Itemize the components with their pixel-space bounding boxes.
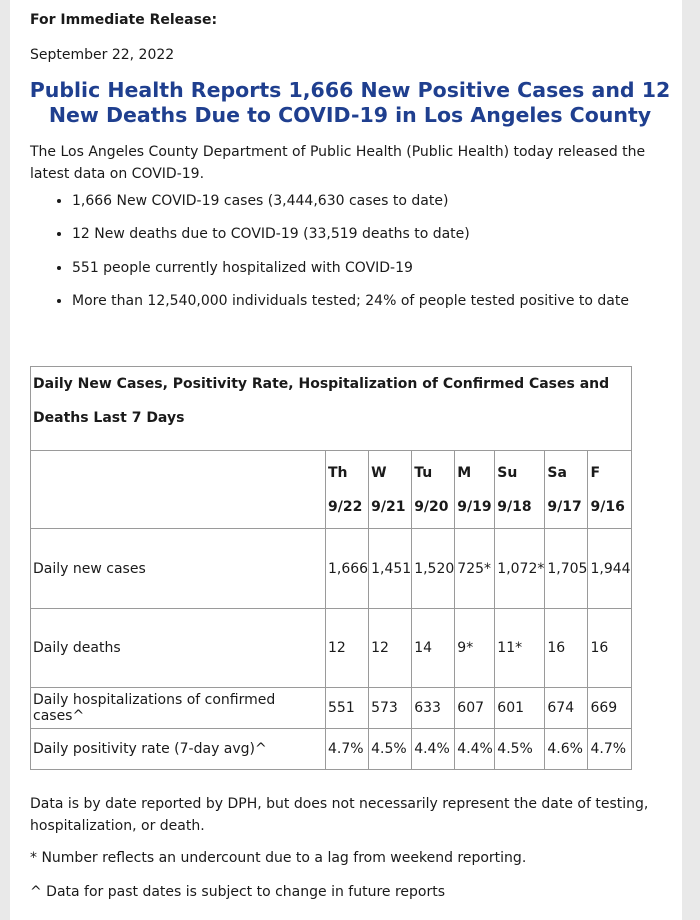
release-label: For Immediate Release:: [30, 12, 218, 28]
summary-item: • 551 people currently hospitalized with COVID-19: [72, 257, 700, 290]
table-cell: 601: [495, 688, 545, 729]
column-header: [369, 451, 412, 529]
footnote-caret: ^ Data for past dates is subject to change in future reports: [30, 884, 446, 900]
table-cell: 1,705: [545, 529, 588, 609]
table-cell: 4.4%: [455, 729, 495, 770]
column-day: Th: [328, 464, 348, 481]
table-cell: 1,944: [588, 529, 631, 609]
table-cell: 16: [588, 609, 631, 688]
table-cell: 607: [455, 688, 495, 729]
table-header-empty: [31, 451, 326, 529]
column-day: Sa: [547, 464, 567, 481]
table-cell: 725*: [455, 529, 495, 609]
table-cell: 573: [369, 688, 412, 729]
column-day: M: [457, 464, 472, 481]
summary-item: • More than 12,540,000 individuals tested; 24% of people tested positive to date: [72, 290, 700, 323]
release-date: September 22, 2022: [30, 47, 175, 63]
intro-paragraph: The Los Angeles County Department of Public Health (Public Health) today released the latest data on COVID-19.: [30, 144, 646, 182]
column-date: 9/20: [414, 498, 449, 515]
column-header: [412, 451, 455, 529]
summary-list: [30, 190, 700, 323]
footnote-asterisk: * Number reflects an undercount due to a lag from weekend reporting.: [30, 850, 527, 866]
table-cell: 12: [369, 609, 412, 688]
table-cell: 669: [588, 688, 631, 729]
row-label: Daily positivity rate (7-day avg)^: [31, 729, 326, 770]
table-row: [31, 729, 632, 770]
column-date: 9/19: [457, 498, 492, 515]
column-header: [495, 451, 545, 529]
table-row: [31, 529, 632, 609]
row-label: Daily new cases: [31, 529, 326, 609]
table-cell: 674: [545, 688, 588, 729]
column-header: [455, 451, 495, 529]
table-cell: 14: [412, 609, 455, 688]
column-date: 9/16: [590, 498, 625, 515]
table-cell: 9*: [455, 609, 495, 688]
table-cell: 633: [412, 688, 455, 729]
table-cell: 4.7%: [588, 729, 631, 770]
column-header: [545, 451, 588, 529]
table-caption: Daily New Cases, Positivity Rate, Hospitalization of Confirmed Cases and Deaths Last 7 Days: [31, 367, 632, 451]
row-label: Daily hospitalizations of confirmed cases^: [31, 688, 326, 729]
column-header: [588, 451, 631, 529]
table-row: [31, 688, 632, 729]
summary-item: • 1,666 New COVID-19 cases (3,444,630 cases to date): [72, 190, 700, 223]
table-cell: 11*: [495, 609, 545, 688]
table-cell: 551: [326, 688, 369, 729]
column-date: 9/21: [371, 498, 406, 515]
headline: Public Health Reports 1,666 New Positive Cases and 12 New Deaths Due to COVID-19 in Los Angeles County: [29, 78, 671, 127]
table-cell: 1,451: [369, 529, 412, 609]
column-day: Su: [497, 464, 518, 481]
footnote-reporting: Data is by date reported by DPH, but does not necessarily represent the date of testing, hospitalization, or death.: [30, 796, 649, 834]
column-header: [326, 451, 369, 529]
table-row: [31, 609, 632, 688]
table-cell: 1,666: [326, 529, 369, 609]
column-day: F: [590, 464, 601, 481]
table-cell: 4.6%: [545, 729, 588, 770]
column-date: 9/17: [547, 498, 582, 515]
column-date: 9/18: [497, 498, 532, 515]
column-day: W: [371, 464, 387, 481]
column-day: Tu: [414, 464, 433, 481]
column-date: 9/22: [328, 498, 363, 515]
daily-data-table: [30, 366, 632, 770]
table-cell: 4.4%: [412, 729, 455, 770]
table-cell: 4.5%: [369, 729, 412, 770]
table-header-row: [31, 451, 632, 529]
summary-item: • 12 New deaths due to COVID-19 (33,519 deaths to date): [72, 223, 700, 256]
table-cell: 1,072*: [495, 529, 545, 609]
table-cell: 4.5%: [495, 729, 545, 770]
table-cell: 4.7%: [326, 729, 369, 770]
table-cell: 16: [545, 609, 588, 688]
table-cell: 1,520: [412, 529, 455, 609]
press-release-page: [10, 0, 682, 920]
table-cell: 12: [326, 609, 369, 688]
row-label: Daily deaths: [31, 609, 326, 688]
